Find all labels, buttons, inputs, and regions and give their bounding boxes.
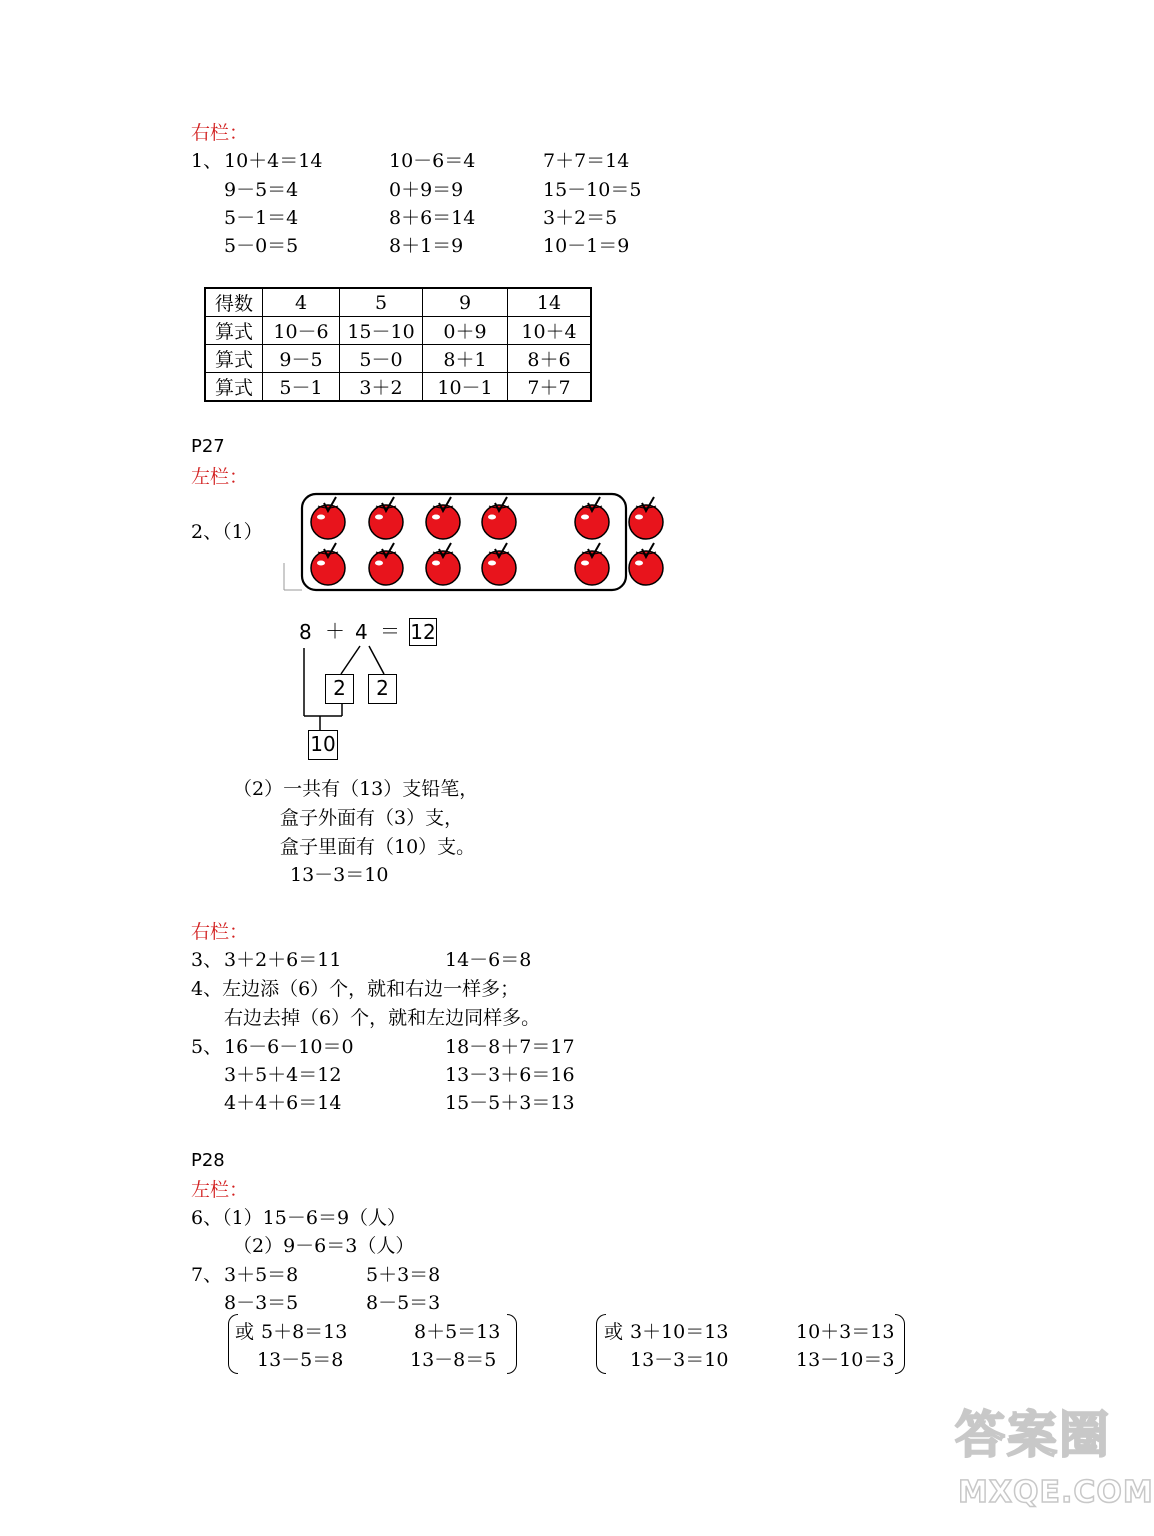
- equation: 3＋5＋4＝12: [224, 1064, 342, 1086]
- table-cell: 8＋6: [508, 345, 592, 373]
- apple-icon: [482, 543, 516, 585]
- result-box: 12: [410, 620, 436, 644]
- left-column-heading: 左栏：: [191, 1179, 249, 1201]
- watermark-url: MXQE.COM: [958, 1475, 1154, 1510]
- equation: 18－8＋7＝17: [445, 1036, 575, 1058]
- question-6-line: 6、（1）15－6＝9（人）: [191, 1207, 407, 1229]
- apple-icon: [426, 543, 460, 585]
- equation: 3＋2＝5: [543, 207, 618, 229]
- equation: 8＋1＝9: [389, 235, 464, 257]
- table-cell: 7＋7: [508, 373, 592, 402]
- equation: 5－1＝4: [224, 207, 299, 229]
- equation: 15－10＝5: [543, 179, 642, 201]
- equation: 10＋3＝13: [796, 1321, 895, 1343]
- apple-icon: [426, 497, 460, 539]
- ten-box: 10: [308, 730, 338, 760]
- equation: 8－3＝5: [224, 1292, 299, 1314]
- question-7-prefix: 7、: [191, 1264, 223, 1286]
- table-cell: 3＋2: [340, 373, 423, 402]
- table-cell: 算式: [205, 373, 263, 402]
- table-cell: 10－1: [423, 373, 508, 402]
- apple-icon: [575, 543, 609, 585]
- table-cell: 14: [508, 288, 592, 317]
- equation: 5＋3＝8: [366, 1264, 441, 1286]
- table-cell: 9: [423, 288, 508, 317]
- table-cell: 10＋4: [508, 317, 592, 345]
- equation: 13－3＋6＝16: [445, 1064, 575, 1086]
- equation: 16－6－10＝0: [224, 1036, 354, 1058]
- apple-icon: [311, 497, 345, 539]
- question-1-prefix: 1、: [191, 150, 223, 172]
- question-4-line: 4、左边添（6）个，就和右边一样多；: [191, 978, 520, 1000]
- apple-icon: [629, 543, 663, 585]
- equation: 10－6＝4: [389, 150, 476, 172]
- equation: 15－5＋3＝13: [445, 1092, 575, 1114]
- q2-part2-line: （2）一共有（13）支铅笔，: [233, 778, 479, 800]
- apple-icon: [629, 497, 663, 539]
- equation: 4＋4＋6＝14: [224, 1092, 342, 1114]
- equation: 7＋7＝14: [543, 150, 630, 172]
- equation: 8＋6＝14: [389, 207, 476, 229]
- table-cell: 5－0: [340, 345, 423, 373]
- table-header-row: [205, 288, 591, 317]
- equation: 14－6＝8: [445, 949, 532, 971]
- right-column-heading: 右栏：: [191, 921, 249, 943]
- table-cell: 9－5: [263, 345, 340, 373]
- split-box: 2: [368, 674, 397, 704]
- table-cell: 10－6: [263, 317, 340, 345]
- addend-a: 8: [299, 620, 312, 644]
- right-column-heading: 右栏：: [191, 122, 249, 144]
- equation: 13－8＝5: [410, 1349, 497, 1371]
- table-cell: 5－1: [263, 373, 340, 402]
- equation: 13－10＝3: [796, 1349, 895, 1371]
- page-label: P28: [191, 1150, 225, 1171]
- q2-part2-line: 盒子里面有（10）支。: [280, 836, 476, 858]
- table-cell: 0＋9: [423, 317, 508, 345]
- equation: 10＋4＝14: [224, 150, 323, 172]
- apple-icon: [369, 543, 403, 585]
- equation: 3＋2＋6＝11: [224, 949, 342, 971]
- equation: 8＋5＝13: [414, 1321, 501, 1343]
- equation: 3＋10＝13: [630, 1321, 729, 1343]
- question-4-line: 右边去掉（6）个，就和左边同样多。: [224, 1007, 541, 1029]
- equation: 13－3＝10: [290, 864, 389, 886]
- right-bracket: [507, 1314, 517, 1374]
- equation: 8－5＝3: [366, 1292, 441, 1314]
- table-row: [205, 317, 591, 345]
- question-3-prefix: 3、: [191, 949, 223, 971]
- table-cell: 4: [263, 288, 340, 317]
- plus-sign: ＋: [325, 619, 345, 643]
- table-cell: 8＋1: [423, 345, 508, 373]
- right-bracket: [895, 1314, 905, 1374]
- alt-label: 或: [604, 1321, 624, 1343]
- apple-icon: [369, 497, 403, 539]
- addend-b: 4: [355, 620, 368, 644]
- equation: 13－3＝10: [630, 1349, 729, 1371]
- table-cell: 算式: [205, 317, 263, 345]
- q2-part2-line: 盒子外面有（3）支，: [280, 807, 464, 829]
- page-label: P27: [191, 436, 225, 457]
- question-6-line: （2）9－6＝3（人）: [233, 1235, 415, 1257]
- table-cell: 5: [340, 288, 423, 317]
- table-cell: 算式: [205, 345, 263, 373]
- table-cell: 15－10: [340, 317, 423, 345]
- question-2-prefix: 2、（1）: [191, 521, 263, 543]
- apple-grid: [280, 488, 680, 598]
- equation: 9－5＝4: [224, 179, 299, 201]
- alt-label: 或: [235, 1321, 255, 1343]
- table-row: [205, 373, 591, 402]
- question-5-prefix: 5、: [191, 1036, 223, 1058]
- apple-icon: [311, 543, 345, 585]
- table-cell: 得数: [205, 288, 263, 317]
- equation: 10－1＝9: [543, 235, 630, 257]
- equation: 3＋5＝8: [224, 1264, 299, 1286]
- score-table: [204, 287, 592, 402]
- table-row: [205, 345, 591, 373]
- split-box: 2: [325, 674, 354, 704]
- equation: 5－0＝5: [224, 235, 299, 257]
- apples: [280, 488, 680, 598]
- watermark-logo: 答案圈: [955, 1406, 1111, 1464]
- equals-sign: ＝: [380, 619, 400, 643]
- apple-icon: [575, 497, 609, 539]
- left-column-heading: 左栏：: [191, 466, 249, 488]
- equation: 0＋9＝9: [389, 179, 464, 201]
- apple-icon: [482, 497, 516, 539]
- equation: 13－5＝8: [257, 1349, 344, 1371]
- equation: 5＋8＝13: [261, 1321, 348, 1343]
